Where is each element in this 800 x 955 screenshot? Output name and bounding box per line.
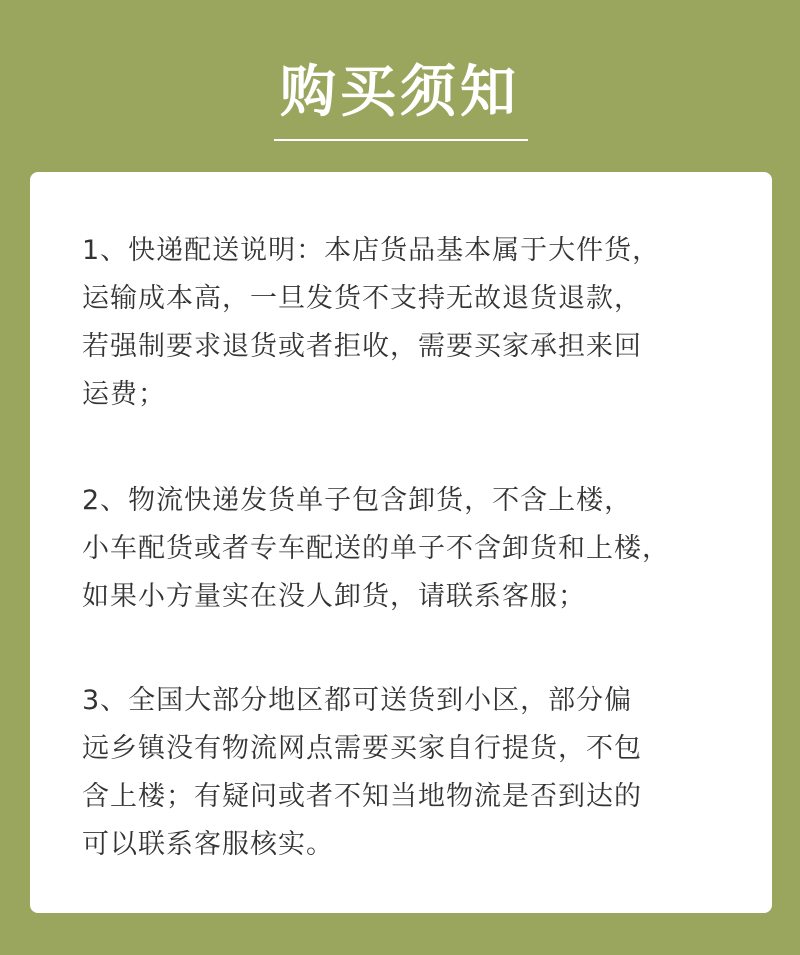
title-underline [274, 139, 528, 141]
notice-paragraph-coverage [82, 677, 642, 869]
notice-line: 远乡镇没有物流网点需要买家自行提货，不包 [82, 733, 642, 764]
notice-line: 可以联系客服核实。 [82, 829, 334, 860]
notice-line: 运费； [82, 379, 166, 410]
notice-line: 运输成本高，一旦发货不支持无故退货退款， [82, 283, 642, 314]
notice-paragraph-unloading [82, 477, 670, 621]
notice-line: 含上楼；有疑问或者不知当地物流是否到达的 [82, 781, 642, 812]
notice-paragraph-delivery [82, 227, 660, 419]
notice-line: 如果小方量实在没人卸货，请联系客服； [82, 581, 586, 612]
page-title: 购买须知 [280, 60, 520, 125]
notice-line: 3、全国大部分地区都可送货到小区，部分偏 [82, 685, 633, 716]
notice-line: 1、快递配送说明：本店货品基本属于大件货， [82, 235, 661, 266]
notice-card [30, 172, 772, 913]
notice-line: 2、物流快递发货单子包含卸货，不含上楼， [82, 485, 633, 516]
notice-line: 小车配货或者专车配送的单子不含卸货和上楼， [82, 533, 670, 564]
notice-line: 若强制要求退货或者拒收，需要买家承担来回 [82, 331, 642, 362]
